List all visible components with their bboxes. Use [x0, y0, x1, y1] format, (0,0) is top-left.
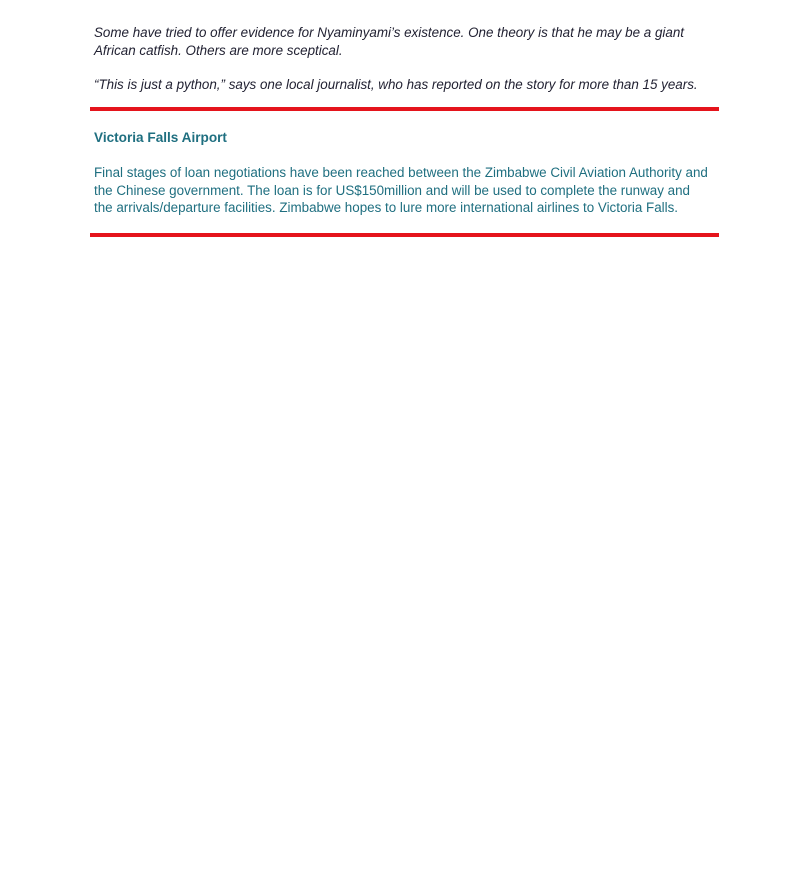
- article-paragraph-quote: “This is just a python,” says one local journalist, who has reported on the story for more than 15 years.: [94, 77, 698, 92]
- section-divider-top: [90, 107, 719, 111]
- article-paragraph-evidence: Some have tried to offer evidence for Nyaminyami’s existence. One theory is that he may be a giant African catfish. Others are more sceptical.: [94, 25, 684, 58]
- news-body: Final stages of loan negotiations have been reached between the Zimbabwe Civil Aviation Authority and the Chinese government. The loan is for US$150million and will be used to complete the runway and the arrivals/departure facilities. Zimbabwe hopes to lure more international airlines to Victoria Falls.: [94, 165, 708, 215]
- news-heading: Victoria Falls Airport: [94, 130, 227, 145]
- section-divider-bottom: [90, 233, 719, 237]
